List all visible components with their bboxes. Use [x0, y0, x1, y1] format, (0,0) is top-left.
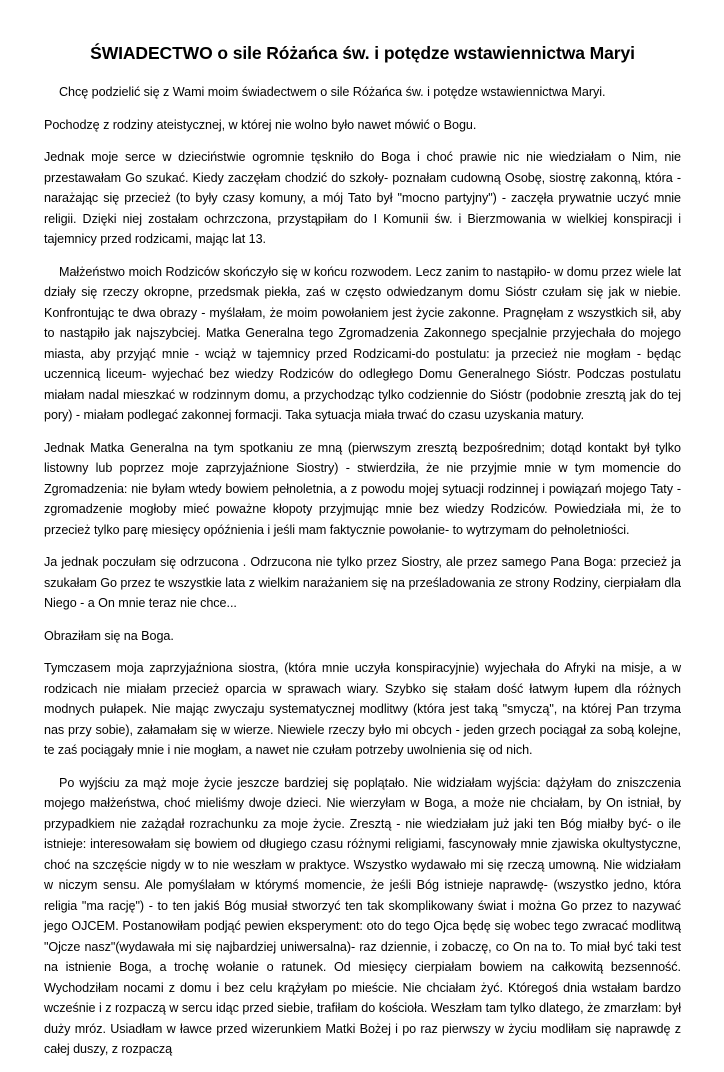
paragraph-intro: Chcę podzielić się z Wami moim świadectwem o sile Różańca św. i potędze wstawiennictwa Maryi.	[59, 85, 606, 99]
document-title: ŚWIADECTWO o sile Różańca św. i potędze wstawiennictwa Maryi	[90, 43, 635, 63]
paragraph-losing-faith: Tymczasem moja zaprzyjaźniona siostra, (która mnie uczyła konspiracyjnie) wyjechała do Afryki na misje, a w rodzicach nie miałam przecież oparcia w sprawach wiary. Szybko się stałam dość łatwym łupem dla różnych modnych pułapek. Nie mając zwyczaju systematycznej modlitwy (która jest taką "smyczą", na której Pan trzyma nas przy sobie), załamałam się w wierze. Niewiele rzeczy było mi obcych - jeden grzech pociągał za sobą kolejne, te zaś pociągały mnie i nie mogłam, a nawet nie czułam potrzeby uwolnienia się od nich.	[44, 661, 681, 757]
paragraph-family-background: Pochodzę z rodziny ateistycznej, w której nie wolno było nawet mówić o Bogu.	[44, 117, 477, 132]
paragraph-offended: Obraziłam się na Boga.	[44, 628, 174, 643]
paragraph-childhood-faith: Jednak moje serce w dzieciństwie ogromnie tęskniło do Boga i choć prawie nic nie wiedziałam o Nim, nie przestawałam Go szukać. Kiedy zaczęłam chodzić do szkoły- poznałam cudowną Osobę, siostrę zakonną, która - narażając się przecież (to były czasy komuny, a mój Tato był "mocno partyjny") - zaczęła prywatnie uczyć mnie religii. Dzięki niej zostałam ochrzczona, przystąpiłam do I Komunii św. i Bierzmowania w wielkiej konspiracji i tajemnicy przed rodzicami, mając lat 13.	[44, 150, 681, 246]
paragraph-mother-general: Jednak Matka Generalna na tym spotkaniu ze mną (pierwszym zresztą bezpośrednim; dotąd kontakt był tylko listowny lub poprzez moje zaprzyjaźnione Siostry) - stwierdziła, że nie przyjmie mnie w tym momencie do Zgromadzenia: nie byłam wtedy bowiem pełnoletnia, a z powodu mojej sytuacji rodzinnej i powiązań mojego Taty - zgromadzenie mogłoby mieć poważne kłopoty przyjmując mnie bez wiedzy Rodziców. Powiedziała mi, że to przecież tylko parę miesięcy opóźnienia i jeśli mam faktycznie powołanie- to wytrzymam do pełnoletniości.	[44, 440, 681, 537]
paragraph-rejection: Ja jednak poczułam się odrzucona . Odrzucona nie tylko przez Siostry, ale przez samego Pana Boga: przecież ja szukałam Go przez te wszystkie lata z wielkim narażaniem się na prześladowania ze strony Rodziny, cierpiałam dla Niego - a On mnie teraz nie chce...	[44, 555, 681, 610]
document-page	[44, 42, 681, 1072]
paragraph-parents-divorce: Małżeństwo moich Rodziców skończyło się w końcu rozwodem. Lecz zanim to nastąpiło- w domu przez wiele lat działy się rzeczy okropne, przedsmak piekła, zaś w często odwiedzanym domu Sióstr czułam się jak w niebie. Konfrontując te dwa obrazy - myślałam, że moim powołaniem jest życie zakonne. Pragnęłam z wszystkich sił, aby to nastąpiło jak najszybciej. Matka Generalna tego Zgromadzenia Zakonnego specjalnie przyjechała do mojego miasta, aby przyjąć mnie - wciąż w tajemnicy przed Rodzicami-do postulatu: ja przecież nie mogłam - będąc uczennicą liceum- wyjechać bez wiedzy Rodziców do odległego Domu Generalnego Sióstr. Podczas postulatu miałam nadal mieszkać w rodzinnym domu, a przychodząc tylko codziennie do Sióstr (podobnie zresztą jak do tej pory) - miałam podlegać zakonnej formacji. Taka sytuacja miała trwać do czasu uzyskania matury.	[44, 264, 681, 422]
paragraph-marriage: Po wyjściu za mąż moje życie jeszcze bardziej się poplątało. Nie widziałam wyjścia: dążyłam do zniszczenia mojego małżeństwa, choć mieliśmy dwoje dzieci. Nie wierzyłam w Boga, a może nie chciałam, by On istniał, by przypadkiem nie zażądał rozrachunku za moje życie. Zresztą - nie wiedziałam już jaki ten Bóg miałby być- o ile istnieje: interesowałam się bowiem od długiego czasu różnymi religiami, fascynowały mnie zjawiska okultystyczne, choć na szczęście nigdy w to nie weszłam w praktyce. Wszystko wydawało mi się rzeczą umowną. Nie widziałam w niczym sensu. Ale pomyślałam w którymś momencie, że jeśli Bóg istnieje naprawdę- (wszystko jedno, która religia "ma rację") - to ten jakiś Bóg musiał stworzyć ten tak skomplikowany świat i można Go przez to nazywać jego OJCEM. Postanowiłam podjąć pewien eksperyment: oto do tego Ojca będę się wobec tego zwracać modlitwą "Ojcze nasz"(wydawała mi się najbardziej uniwersalna)- raz dziennie, i zobaczę, co On na to. To miał być taki test na istnienie Boga, a trochę wołanie o ratunek. Od miesięcy cierpiałam bowiem na całkowitą bezsenność. Wychodziłam nocami z domu i bez celu krążyłam po mieście. Nie chciałam żyć. Któregoś dnia wstałam bardzo wcześnie i z rozpaczą w sercu idąc przed siebie, trafiłam do kościoła. Weszłam tam tylko dlatego, że zmarzłam: był duży mróz. Usiadłam w ławce przed wizerunkiem Matki Bożej i po raz pierwszy w życiu modliłam się naprawdę z całej duszy, z rozpaczą	[44, 775, 681, 1056]
